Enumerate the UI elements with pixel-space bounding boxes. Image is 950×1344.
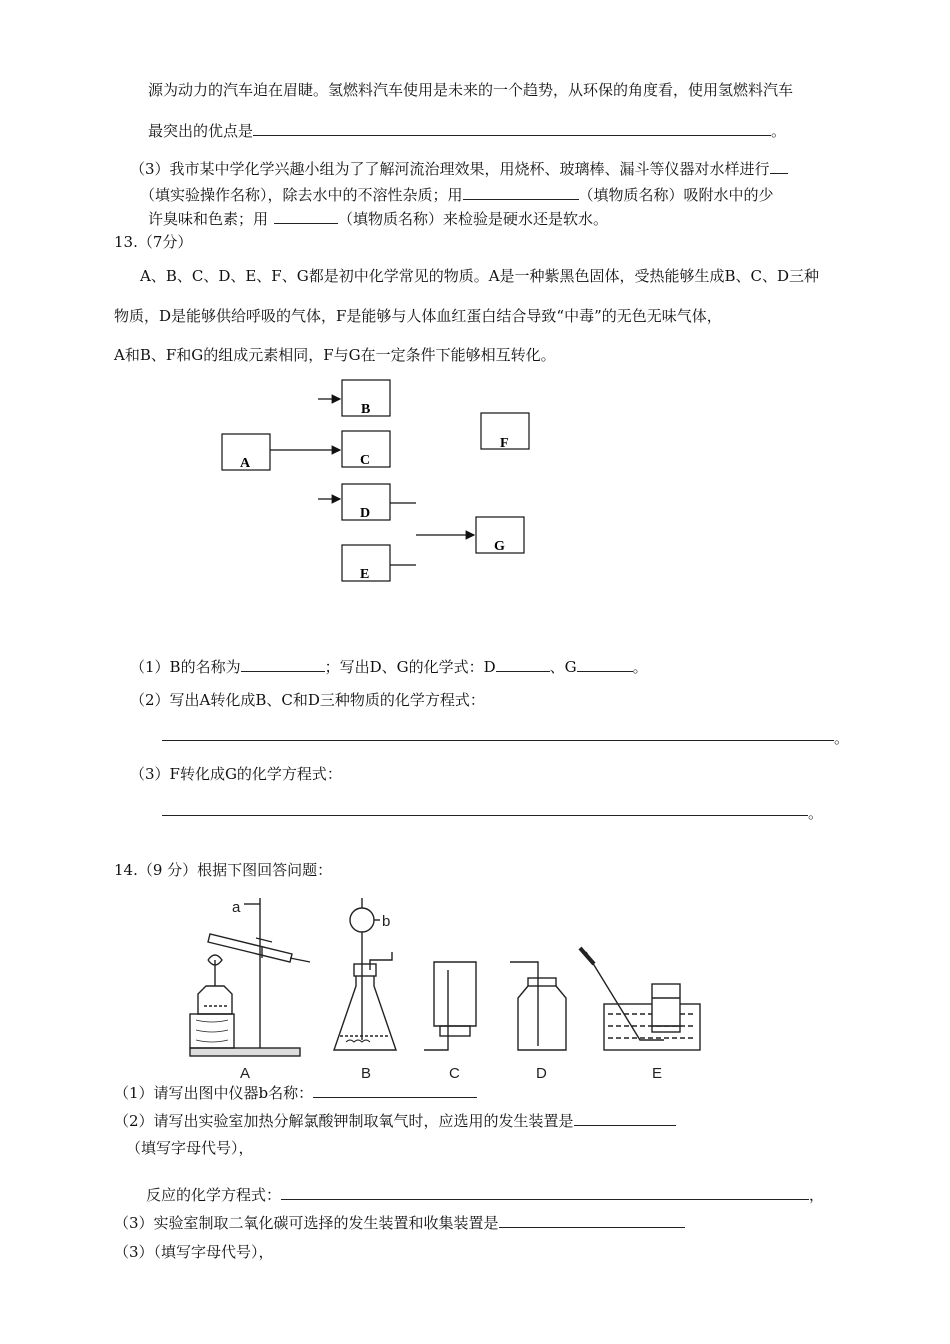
d-tube [510, 962, 538, 1046]
answer-blank-instrument-b[interactable] [313, 1082, 477, 1098]
apparatus-d [510, 962, 566, 1050]
answer-line-q13-2[interactable] [162, 740, 834, 741]
apparatus-label-b: B [361, 1065, 372, 1082]
wood-block [190, 1014, 234, 1048]
q14-sub2-note: （填写字母代号）， [126, 1139, 254, 1157]
clamp-top [256, 938, 272, 942]
label-a: a [232, 899, 241, 916]
stand-base [190, 1048, 300, 1056]
alcohol-lamp [198, 986, 232, 1014]
q12-sub3-text3a: 许臭味和色素；用 [148, 210, 269, 228]
bottle-c [434, 962, 476, 1026]
funnel-bulb [350, 908, 374, 932]
answer-blank-d-formula[interactable] [496, 656, 550, 672]
q13-intro-line2: 物质，D是能够供给呼吸的气体，F是能够与人体血红蛋白结合导致“中毒”的无色无味气体， [114, 307, 722, 325]
apparatus-a [190, 898, 310, 1056]
answer-blank-generator[interactable] [574, 1110, 676, 1126]
q13-header: 13.（7分） [114, 233, 193, 251]
q14-sub3-text: （3）实验室制取二氧化碳可选择的发生装置和收集装置是 [114, 1214, 499, 1232]
bottle-d-neck [528, 978, 556, 986]
box-e-label: E [360, 567, 370, 582]
b-delivery-tube [370, 952, 392, 970]
bottle-c-neck [440, 1026, 470, 1036]
apparatus-label-a: A [240, 1065, 251, 1082]
q14-header: 14.（9 分）根据下图回答问题： [114, 861, 333, 879]
stopper [354, 964, 376, 976]
answer-line-q13-3[interactable] [162, 815, 808, 816]
q12-sub3-text1: （3）我市某中学化学兴趣小组为了了解河流治理效果，用烧杯、玻璃棒、漏斗等仪器对水样进行 [130, 160, 770, 178]
answer-blank-b-name[interactable] [241, 656, 325, 672]
q14-sub2-text: （2）请写出实验室加热分解氯酸钾制取氧气时，应选用的发生装置是 [114, 1112, 574, 1130]
q12-line2-prefix: 最突出的优点是 [148, 122, 254, 140]
q13-sub1 [130, 656, 648, 677]
q14-sub3-note: （3）（填写字母代号）， [114, 1243, 274, 1261]
delivery-tube [290, 958, 310, 962]
q13-sub3: （3）F转化成G的化学方程式： [130, 765, 342, 783]
q13-sub2: （2）写出A转化成B、C和D三种物质的化学方程式： [130, 691, 485, 709]
flask-solid [346, 1040, 370, 1042]
q13-sub3-end: 。 [808, 804, 824, 822]
box-c-label: C [360, 453, 371, 468]
conical-flask [334, 976, 396, 1050]
bottle-d [518, 986, 566, 1050]
wood-grain [196, 1020, 228, 1042]
q13-flow-diagram [0, 0, 950, 620]
q12-sub3-text3b: （填物质名称）来检验是硬水还是软水。 [338, 210, 609, 228]
q14-sub2-eq [146, 1184, 824, 1205]
q14-sub2 [114, 1110, 676, 1131]
q13-sub2-end: 。 [834, 729, 850, 747]
answer-blank-g-formula[interactable] [577, 656, 633, 672]
q13-intro-line1: A、B、C、D、E、F、G都是初中化学常见的物质。A是一种紫黑色固体，受热能够生成B、C、D三种 [140, 267, 820, 285]
apparatus-label-c: C [449, 1065, 460, 1082]
q12-sub3-text2b: （填物质名称）吸附水中的少 [578, 186, 774, 204]
q13-sub1-text-d: 。 [632, 658, 648, 676]
q12-sub3-text2a: （填实验操作名称），除去水中的不溶性杂质；用 [140, 186, 463, 204]
box-a-label: A [240, 456, 251, 471]
jar-shelf [652, 1026, 680, 1032]
q14-sub3 [114, 1212, 685, 1233]
q13-sub1-text-c: 、G [549, 658, 577, 676]
q14-sub1 [114, 1082, 477, 1103]
c-tube [424, 970, 448, 1050]
q13-sub1-text-a: （1）B的名称为 [130, 658, 241, 676]
apparatus-c [424, 962, 476, 1050]
q14-apparatus-figure [0, 890, 950, 1090]
answer-blank-equation[interactable] [281, 1184, 809, 1200]
apparatus-e [580, 948, 700, 1050]
q14-sub2-eq-text: 反应的化学方程式： [146, 1186, 282, 1204]
q14-sub2-eq-end: ， [809, 1186, 825, 1204]
e-rubber-tube [580, 948, 594, 964]
q13-sub1-text-b: ；写出D、G的化学式：D [324, 658, 496, 676]
q13-intro-line3: A和B、F和G的组成元素相同，F与G在一定条件下能够相互转化。 [114, 346, 556, 364]
box-d-label: D [360, 506, 371, 521]
apparatus-label-e: E [652, 1065, 663, 1082]
box-f-label: F [500, 436, 509, 451]
gas-jar [652, 984, 680, 1026]
label-b: b [382, 913, 391, 930]
q12-line2-suffix: 。 [771, 122, 787, 140]
box-b-label: B [361, 402, 371, 417]
q14-sub1-text: （1）请写出图中仪器b名称： [114, 1084, 314, 1102]
q12-text-line1: 源为动力的汽车迫在眉睫。氢燃料汽车使用是未来的一个趋势，从环保的角度看，使用氢燃料汽车 [148, 81, 794, 99]
answer-blank-co2-apparatus[interactable] [499, 1212, 685, 1228]
box-g-label: G [494, 539, 505, 554]
apparatus-label-d: D [536, 1065, 547, 1082]
